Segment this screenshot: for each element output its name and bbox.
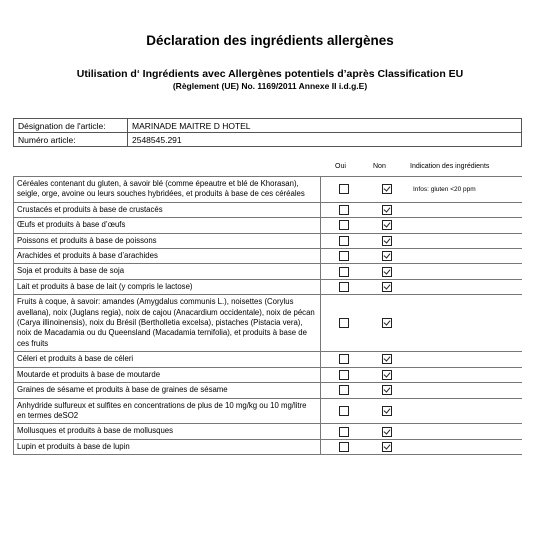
allergen-row: [14, 264, 523, 279]
allergen-oui-cell: [321, 352, 368, 367]
allergen-oui-cell: [321, 177, 368, 203]
allergen-name: Œufs et produits à base d’œufs: [14, 218, 321, 233]
allergen-oui-cell: [321, 249, 368, 264]
checked-checkbox[interactable]: [382, 354, 392, 364]
allergen-non-cell: [367, 383, 407, 398]
allergen-indication: [407, 249, 522, 264]
allergen-name: Anhydride sulfureux et sulfites en concentrations de plus de 10 mg/kg ou 10 mg/litre en termes deSO2: [14, 398, 321, 424]
allergen-name: Soja et produits à base de soja: [14, 264, 321, 279]
page-subtitle: Utilisation d‘ Ingrédients avec Allergènes potentiels d’après Classification EU: [76, 68, 464, 80]
allergen-row: [14, 383, 523, 398]
allergen-indication: [407, 367, 522, 382]
checked-checkbox[interactable]: [382, 205, 392, 215]
allergen-non-cell: [367, 264, 407, 279]
allergen-row: [14, 439, 523, 454]
allergen-name: Arachides et produits à base d’arachides: [14, 249, 321, 264]
allergen-oui-cell: [321, 202, 368, 217]
checked-checkbox[interactable]: [382, 220, 392, 230]
designation-label: Désignation de l'article:: [14, 119, 128, 133]
allergen-indication: [407, 264, 522, 279]
allergen-indication: [407, 279, 522, 294]
allergen-non-cell: [367, 398, 407, 424]
allergen-table: [13, 176, 522, 455]
designation-row: [14, 119, 522, 133]
allergen-row: [14, 367, 523, 382]
allergen-oui-cell: [321, 264, 368, 279]
checked-checkbox[interactable]: [382, 370, 392, 380]
allergen-name: Moutarde et produits à base de moutarde: [14, 367, 321, 382]
allergen-non-cell: [367, 367, 407, 382]
column-header-indication: Indication des ingrédients: [410, 163, 490, 170]
allergen-indication: [407, 424, 522, 439]
allergen-oui-cell: [321, 233, 368, 248]
allergen-row: [14, 424, 523, 439]
allergen-oui-cell: [321, 218, 368, 233]
allergen-oui-cell: [321, 367, 368, 382]
allergen-row: [14, 352, 523, 367]
allergen-indication: [407, 202, 522, 217]
allergen-non-cell: [367, 424, 407, 439]
allergen-name: Lait et produits à base de lait (y compris le lactose): [14, 279, 321, 294]
allergen-indication: [407, 233, 522, 248]
number-row: [14, 133, 522, 147]
unchecked-checkbox[interactable]: [339, 442, 349, 452]
allergen-non-cell: [367, 295, 407, 352]
unchecked-checkbox[interactable]: [339, 251, 349, 261]
allergen-non-cell: [367, 177, 407, 203]
unchecked-checkbox[interactable]: [339, 370, 349, 380]
allergen-oui-cell: [321, 424, 368, 439]
allergen-name: Poissons et produits à base de poissons: [14, 233, 321, 248]
allergen-row: [14, 233, 523, 248]
checked-checkbox[interactable]: [382, 267, 392, 277]
checked-checkbox[interactable]: [382, 442, 392, 452]
allergen-non-cell: [367, 202, 407, 217]
allergen-oui-cell: [321, 398, 368, 424]
allergen-non-cell: [367, 279, 407, 294]
allergen-name: Mollusques et produits à base de mollusques: [14, 424, 321, 439]
allergen-row: [14, 398, 523, 424]
allergen-non-cell: [367, 439, 407, 454]
allergen-oui-cell: [321, 439, 368, 454]
allergen-oui-cell: [321, 383, 368, 398]
checked-checkbox[interactable]: [382, 184, 392, 194]
regulation-reference: (Règlement (UE) No. 1169/2011 Annexe II i.d.g.E): [172, 81, 368, 91]
allergen-indication: [407, 439, 522, 454]
unchecked-checkbox[interactable]: [339, 406, 349, 416]
checked-checkbox[interactable]: [382, 318, 392, 328]
allergen-oui-cell: [321, 279, 368, 294]
allergen-name: Céleri et produits à base de céleri: [14, 352, 321, 367]
unchecked-checkbox[interactable]: [339, 427, 349, 437]
allergen-non-cell: [367, 352, 407, 367]
allergen-oui-cell: [321, 295, 368, 352]
unchecked-checkbox[interactable]: [339, 267, 349, 277]
allergen-non-cell: [367, 249, 407, 264]
allergen-name: Lupin et produits à base de lupin: [14, 439, 321, 454]
unchecked-checkbox[interactable]: [339, 205, 349, 215]
allergen-row: [14, 249, 523, 264]
allergen-name: Graines de sésame et produits à base de graines de sésame: [14, 383, 321, 398]
unchecked-checkbox[interactable]: [339, 220, 349, 230]
allergen-indication: [407, 352, 522, 367]
allergen-name: Fruits à coque, à savoir: amandes (Amygdalus communis L.), noisettes (Corylus avellana), noix (Juglans regia), noix de cajou (Anacardium occidentale), noix de pécan (Carya illinoinensis), noix du Brésil (Bertholletia excelsa), pistaches (Pistacia vera), noix de Macadamia ou du Queensland (Macadamia ternifolia), et produits à base de ces fruits: [14, 295, 321, 352]
column-header-non: Non: [373, 163, 386, 170]
allergen-indication: [407, 398, 522, 424]
checked-checkbox[interactable]: [382, 282, 392, 292]
allergen-indication: [407, 383, 522, 398]
allergen-non-cell: [367, 233, 407, 248]
allergen-indication: [407, 295, 522, 352]
unchecked-checkbox[interactable]: [339, 184, 349, 194]
checked-checkbox[interactable]: [382, 406, 392, 416]
checked-checkbox[interactable]: [382, 251, 392, 261]
designation-value: MARINADE MAITRE D HOTEL: [128, 119, 522, 133]
allergen-indication: Infos: gluten <20 ppm: [407, 177, 522, 203]
unchecked-checkbox[interactable]: [339, 385, 349, 395]
number-value: 2548545.291: [128, 133, 522, 147]
number-label: Numéro article:: [14, 133, 128, 147]
checked-checkbox[interactable]: [382, 385, 392, 395]
unchecked-checkbox[interactable]: [339, 282, 349, 292]
column-header-oui: Oui: [335, 163, 346, 170]
allergen-indication: [407, 218, 522, 233]
allergen-row: [14, 295, 523, 352]
allergen-row: [14, 177, 523, 203]
checked-checkbox[interactable]: [382, 236, 392, 246]
allergen-non-cell: [367, 218, 407, 233]
article-info-table: [13, 118, 522, 147]
allergen-row: [14, 202, 523, 217]
allergen-name: Crustacés et produits à base de crustacés: [14, 202, 321, 217]
allergen-row: [14, 218, 523, 233]
unchecked-checkbox[interactable]: [339, 354, 349, 364]
allergen-name: Céréales contenant du gluten, à savoir blé (comme épeautre et blé de Khorasan), seigle, orge, avoine ou leurs souches hybridées, et produits à base de ces céréales: [14, 177, 321, 203]
unchecked-checkbox[interactable]: [339, 318, 349, 328]
checked-checkbox[interactable]: [382, 427, 392, 437]
allergen-row: [14, 279, 523, 294]
unchecked-checkbox[interactable]: [339, 236, 349, 246]
page-title: Déclaration des ingrédients allergènes: [146, 33, 394, 48]
